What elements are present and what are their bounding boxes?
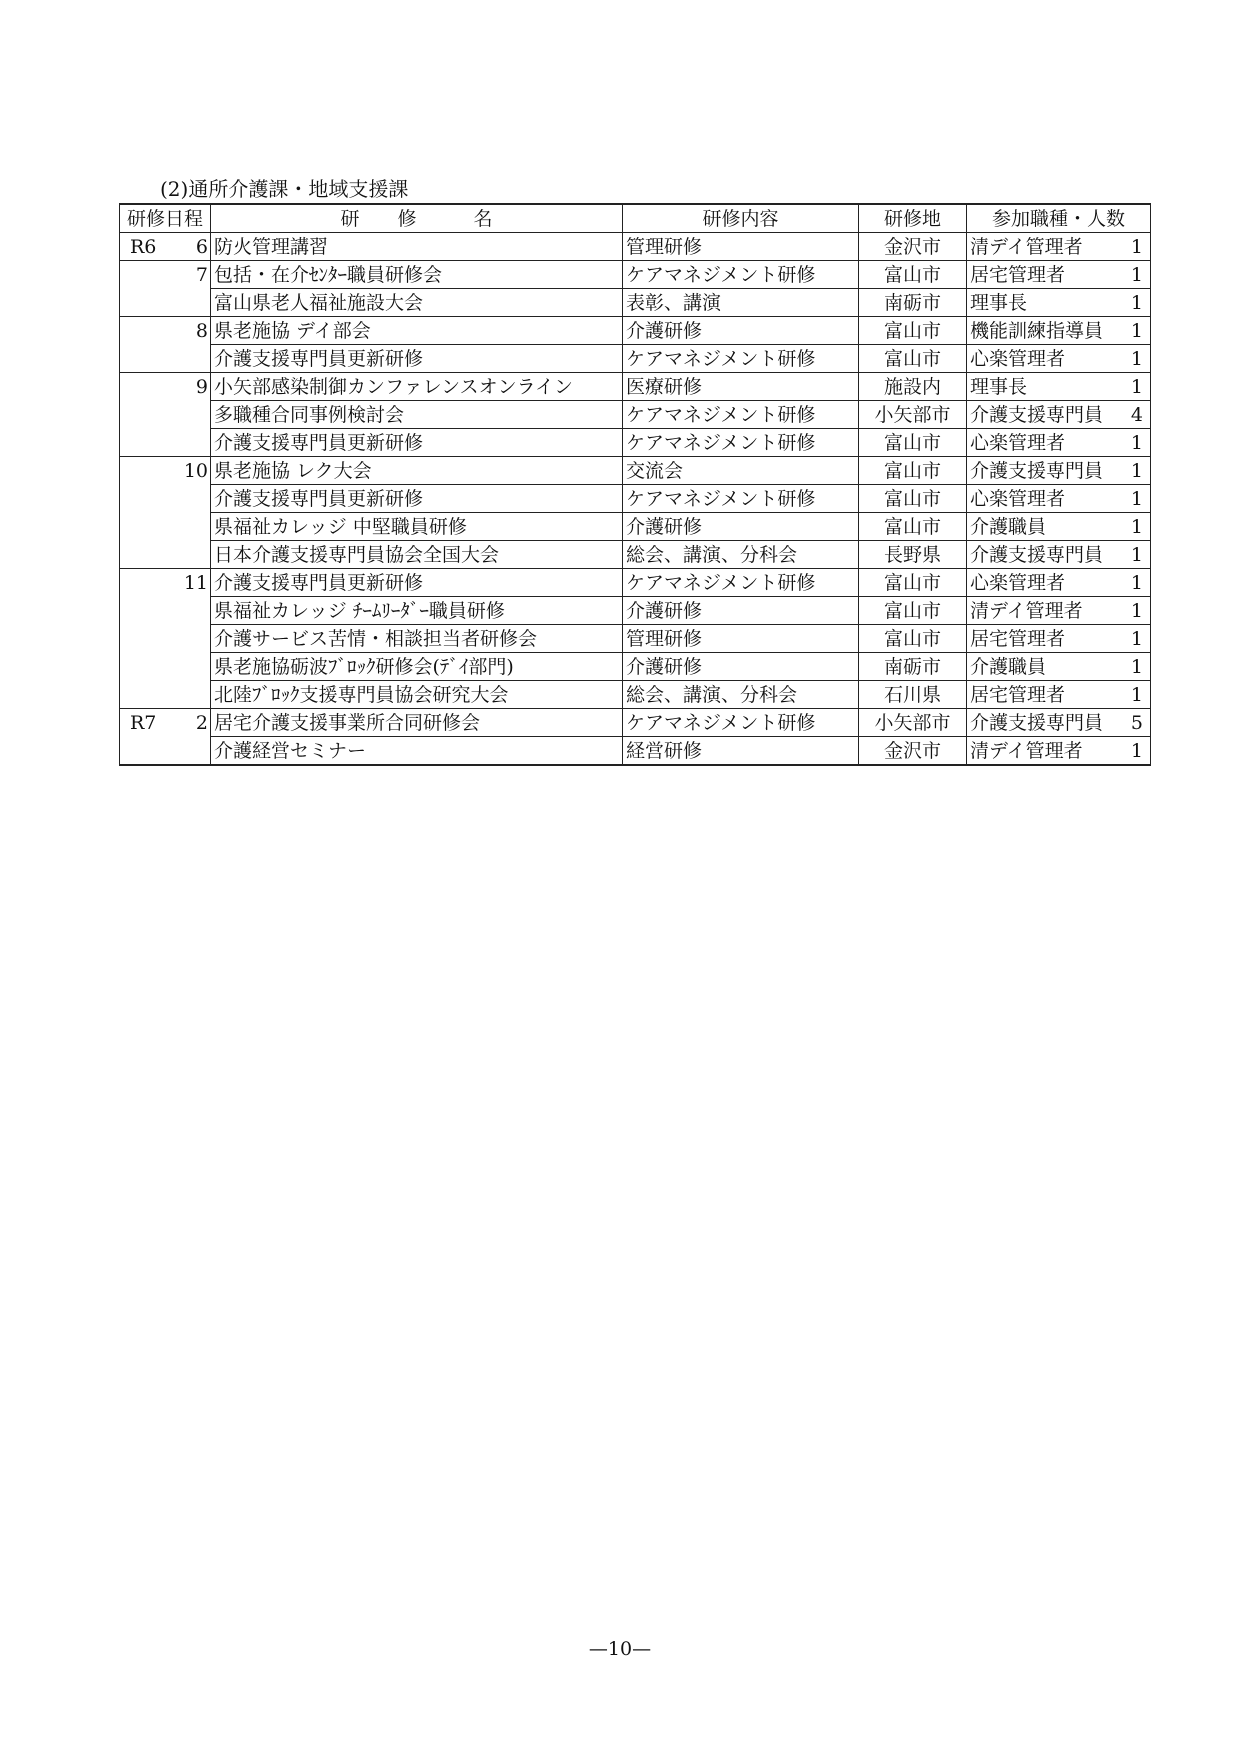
training-name: 県老施協 レク大会: [211, 457, 623, 485]
attendees-cell: [967, 233, 1151, 261]
date-cell: [120, 681, 211, 709]
training-place: 南砺市: [859, 289, 967, 317]
training-place: 金沢市: [859, 737, 967, 766]
training-name: 介護支援専門員更新研修: [211, 485, 623, 513]
month-label: 8: [195, 319, 208, 342]
training-content: 表彰、講演: [623, 289, 859, 317]
attendee-role: 介護支援専門員: [970, 543, 1104, 566]
table-row: [120, 429, 1151, 457]
table-row: [120, 345, 1151, 373]
attendees-cell: [967, 261, 1151, 289]
table-row: [120, 485, 1151, 513]
training-name: 介護支援専門員更新研修: [211, 569, 623, 597]
attendees-cell: [967, 569, 1151, 597]
attendees-cell: [967, 457, 1151, 485]
date-cell: [120, 373, 211, 401]
training-content: ケアマネジメント研修: [623, 401, 859, 429]
attendees-cell: [967, 541, 1151, 569]
attendees-cell: [967, 737, 1151, 766]
training-place: 小矢部市: [859, 709, 967, 737]
table-row: [120, 401, 1151, 429]
training-name: 日本介護支援専門員協会全国大会: [211, 541, 623, 569]
attendees-cell: [967, 681, 1151, 709]
table-header-row: [120, 204, 1151, 233]
attendee-role: 機能訓練指導員: [970, 319, 1104, 342]
table-body: [120, 233, 1151, 766]
attendee-count: 1: [1130, 627, 1143, 650]
training-content: 総会、講演、分科会: [623, 681, 859, 709]
attendee-role: 介護支援専門員: [970, 403, 1104, 426]
table-row: [120, 569, 1151, 597]
training-content: 交流会: [623, 457, 859, 485]
date-cell: [120, 485, 211, 513]
training-content: 管理研修: [623, 625, 859, 653]
attendee-count: 1: [1130, 263, 1143, 286]
attendee-role: 介護職員: [970, 655, 1047, 678]
attendee-role: 居宅管理者: [970, 263, 1066, 286]
header-content: 研修内容: [623, 204, 859, 233]
training-place: 富山市: [859, 429, 967, 457]
attendees-cell: [967, 317, 1151, 345]
table-row: [120, 653, 1151, 681]
year-label: R7: [130, 711, 157, 734]
attendee-count: 1: [1130, 347, 1143, 370]
training-name: 富山県老人福祉施設大会: [211, 289, 623, 317]
attendees-cell: [967, 289, 1151, 317]
attendee-count: 1: [1130, 543, 1143, 566]
attendees-cell: [967, 345, 1151, 373]
training-name: 県老施協 デイ部会: [211, 317, 623, 345]
table-row: [120, 317, 1151, 345]
table-row: [120, 513, 1151, 541]
date-cell: [120, 429, 211, 457]
date-cell: [120, 345, 211, 373]
attendee-count: 5: [1130, 711, 1143, 734]
month-label: 10: [183, 459, 208, 482]
attendee-count: 1: [1130, 739, 1143, 762]
attendee-role: 清デイ管理者: [970, 739, 1083, 762]
training-place: 長野県: [859, 541, 967, 569]
training-content: 総会、講演、分科会: [623, 541, 859, 569]
training-name: 北陸ﾌﾞﾛｯｸ支援専門員協会研究大会: [211, 681, 623, 709]
training-place: 南砺市: [859, 653, 967, 681]
training-content: 経営研修: [623, 737, 859, 766]
section-title: (2)通所介護課・地域支援課: [160, 177, 409, 201]
attendees-cell: [967, 625, 1151, 653]
training-content: 介護研修: [623, 317, 859, 345]
attendees-cell: [967, 429, 1151, 457]
attendee-count: 1: [1130, 599, 1143, 622]
attendee-count: 1: [1130, 235, 1143, 258]
training-place: 石川県: [859, 681, 967, 709]
table-row: [120, 625, 1151, 653]
attendees-cell: [967, 485, 1151, 513]
training-name: 県老施協砺波ﾌﾞﾛｯｸ研修会(ﾃﾞｲ部門): [211, 653, 623, 681]
table-row: [120, 597, 1151, 625]
training-name: 介護支援専門員更新研修: [211, 429, 623, 457]
attendee-role: 介護支援専門員: [970, 711, 1104, 734]
training-name: 多職種合同事例検討会: [211, 401, 623, 429]
training-name: 防火管理講習: [211, 233, 623, 261]
training-name: 介護サービス苦情・相談担当者研修会: [211, 625, 623, 653]
date-cell: [120, 401, 211, 429]
date-cell: [120, 541, 211, 569]
training-content: ケアマネジメント研修: [623, 485, 859, 513]
table-row: [120, 233, 1151, 261]
date-cell: [120, 569, 211, 597]
table-row: [120, 681, 1151, 709]
table-row: [120, 457, 1151, 485]
attendee-role: 居宅管理者: [970, 683, 1066, 706]
date-cell: [120, 709, 211, 737]
attendee-count: 1: [1130, 431, 1143, 454]
header-date: 研修日程: [120, 204, 211, 233]
training-name: 介護支援専門員更新研修: [211, 345, 623, 373]
month-label: 2: [195, 711, 208, 734]
training-name: 介護経営セミナー: [211, 737, 623, 766]
training-content: ケアマネジメント研修: [623, 345, 859, 373]
training-place: 金沢市: [859, 233, 967, 261]
table-row: [120, 373, 1151, 401]
attendee-role: 清デイ管理者: [970, 599, 1083, 622]
training-name: 県福祉カレッジ ﾁｰﾑﾘｰﾀﾞｰ職員研修: [211, 597, 623, 625]
training-place: 富山市: [859, 625, 967, 653]
training-name: 県福祉カレッジ 中堅職員研修: [211, 513, 623, 541]
date-cell: [120, 653, 211, 681]
training-schedule-table: [119, 203, 1151, 766]
attendee-role: 居宅管理者: [970, 627, 1066, 650]
month-label: 11: [183, 571, 208, 594]
attendees-cell: [967, 597, 1151, 625]
training-name: 小矢部感染制御カンファレンスオンライン: [211, 373, 623, 401]
training-place: 富山市: [859, 597, 967, 625]
attendee-count: 4: [1130, 403, 1143, 426]
date-cell: [120, 597, 211, 625]
attendees-cell: [967, 401, 1151, 429]
date-cell: [120, 233, 211, 261]
attendee-role: 心楽管理者: [970, 571, 1066, 594]
training-place: 富山市: [859, 513, 967, 541]
training-content: ケアマネジメント研修: [623, 709, 859, 737]
training-content: 医療研修: [623, 373, 859, 401]
year-label: R6: [130, 235, 157, 258]
training-place: 富山市: [859, 317, 967, 345]
attendees-cell: [967, 513, 1151, 541]
attendees-cell: [967, 709, 1151, 737]
training-name: 居宅介護支援事業所合同研修会: [211, 709, 623, 737]
training-place: 富山市: [859, 485, 967, 513]
attendee-role: 理事長: [970, 291, 1028, 314]
training-content: 介護研修: [623, 597, 859, 625]
table-row: [120, 261, 1151, 289]
table-row: [120, 289, 1151, 317]
date-cell: [120, 289, 211, 317]
training-content: ケアマネジメント研修: [623, 429, 859, 457]
date-cell: [120, 513, 211, 541]
training-place: 富山市: [859, 261, 967, 289]
attendee-count: 1: [1130, 375, 1143, 398]
attendee-role: 清デイ管理者: [970, 235, 1083, 258]
attendee-count: 1: [1130, 571, 1143, 594]
date-cell: [120, 317, 211, 345]
header-attendees: 参加職種・人数: [967, 204, 1151, 233]
attendee-role: 心楽管理者: [970, 431, 1066, 454]
month-label: 6: [195, 235, 208, 258]
training-content: 介護研修: [623, 513, 859, 541]
header-name: 研 修 名: [211, 204, 623, 233]
attendee-count: 1: [1130, 683, 1143, 706]
table-row: [120, 737, 1151, 766]
training-content: ケアマネジメント研修: [623, 261, 859, 289]
date-cell: [120, 625, 211, 653]
attendee-count: 1: [1130, 319, 1143, 342]
month-label: 9: [195, 375, 208, 398]
page-number: —10—: [588, 1638, 652, 1660]
training-content: ケアマネジメント研修: [623, 569, 859, 597]
training-place: 小矢部市: [859, 401, 967, 429]
training-place: 富山市: [859, 345, 967, 373]
header-place: 研修地: [859, 204, 967, 233]
attendee-count: 1: [1130, 459, 1143, 482]
attendee-count: 1: [1130, 291, 1143, 314]
attendee-count: 1: [1130, 655, 1143, 678]
attendee-count: 1: [1130, 487, 1143, 510]
training-place: 富山市: [859, 569, 967, 597]
month-label: 7: [195, 263, 208, 286]
table-row: [120, 541, 1151, 569]
attendee-role: 理事長: [970, 375, 1028, 398]
training-content: 介護研修: [623, 653, 859, 681]
training-name: 包括・在介ｾﾝﾀｰ職員研修会: [211, 261, 623, 289]
attendee-count: 1: [1130, 515, 1143, 538]
date-cell: [120, 261, 211, 289]
table-row: [120, 709, 1151, 737]
date-cell: [120, 457, 211, 485]
attendee-role: 心楽管理者: [970, 347, 1066, 370]
attendee-role: 介護支援専門員: [970, 459, 1104, 482]
attendee-role: 介護職員: [970, 515, 1047, 538]
attendee-role: 心楽管理者: [970, 487, 1066, 510]
training-place: 施設内: [859, 373, 967, 401]
attendees-cell: [967, 373, 1151, 401]
date-cell: [120, 737, 211, 766]
training-content: 管理研修: [623, 233, 859, 261]
attendees-cell: [967, 653, 1151, 681]
training-place: 富山市: [859, 457, 967, 485]
